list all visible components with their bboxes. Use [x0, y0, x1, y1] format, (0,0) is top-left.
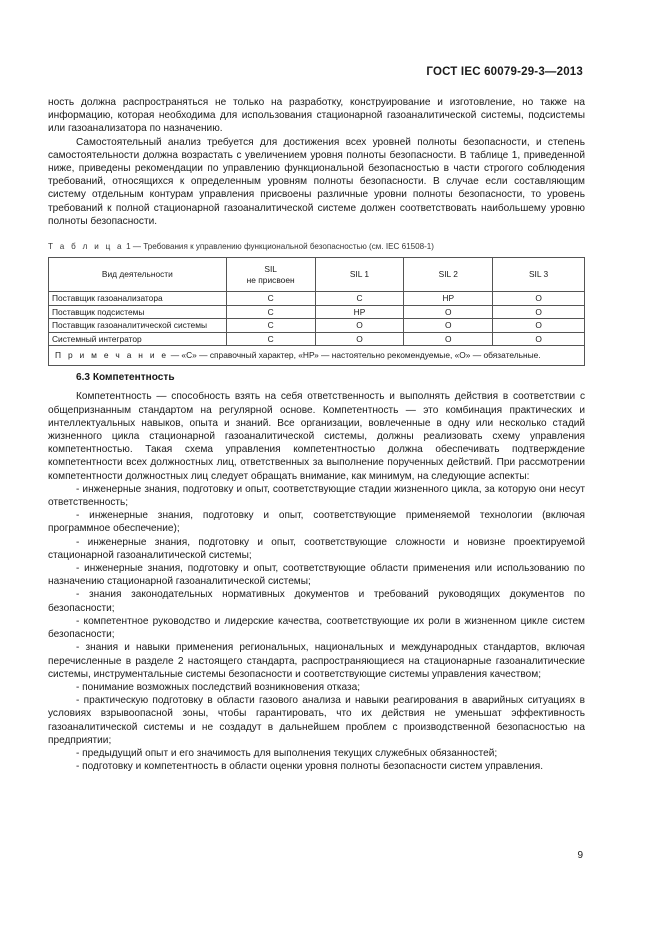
- cell-sil2: НР: [404, 292, 493, 306]
- paragraph: ность должна распространяться не только на разработку, конструирование и изготовление, но также на информацию, которая необходима для использования стационарной газоаналитической системы, подсистемы или газоанализатора по назначению.: [48, 97, 585, 135]
- cell-activity: Поставщик газоанализатора: [49, 292, 227, 306]
- list-item: - инженерные знания, подготовку и опыт, соответствующие области применения или использованию по назначению стационарной газоаналитической системы;: [48, 563, 585, 588]
- table-caption-text: 1 — Требования к управлению функциональной безопасностью (см. IEC 61508-1): [126, 242, 435, 252]
- list-item: - знания и навыки применения региональных, национальных и международных стандартов, включая перечисленные в разделе 2 настоящего стандарта, распространяющиеся на стационарные газоаналитические системы, инструментальные системы безопасности и соответствующие системы управления качеством;: [48, 642, 585, 680]
- table-note: [49, 346, 585, 366]
- header-sil-none-line2: не присвоен: [246, 274, 295, 285]
- section-heading: 6.3 Компетентность: [76, 372, 175, 384]
- header-sil-none: [226, 258, 315, 292]
- cell-sil-none: С: [226, 332, 315, 346]
- cell-sil3: О: [493, 319, 585, 333]
- header-sil-none-line1: SIL: [264, 264, 277, 275]
- list-item: - инженерные знания, подготовку и опыт, соответствующие применяемой технологии (включая программное обеспечение);: [48, 510, 585, 535]
- cell-sil3: О: [493, 305, 585, 319]
- list-item: - компетентное руководство и лидерские качества, соответствующие их роли в жизненном цикле систем безопасности;: [48, 615, 585, 641]
- table-header-row: [49, 258, 585, 292]
- table-note-row: [49, 346, 585, 366]
- list-item: - инженерные знания, подготовку и опыт, соответствующие сложности и новизне проектируемой стационарной газоаналитической системы;: [48, 536, 585, 561]
- table-row: [49, 305, 585, 319]
- table-row: [49, 319, 585, 333]
- header-activity: Вид деятельности: [49, 258, 227, 292]
- cell-sil1: С: [315, 292, 404, 306]
- list-item: - подготовку и компетентность в области оценки уровня полноты безопасности систем управления.: [76, 761, 544, 773]
- cell-activity: Системный интегратор: [49, 332, 227, 346]
- table-note-text: — «С» — справочный характер, «НР» — настоятельно рекомендуемые, «О» — обязательные.: [170, 350, 541, 361]
- section-intro: Компетентность — способность взять на себя ответственность и выполнять действия в соответствии с общепризнанным стандартом на регулярной основе. Компетентность — это комбинация практических и интеллектуальных навыков, опыта и знаний. Все организации, вовлеченные в одну или несколько стадий жизненного цикла стационарной газоаналитической системы, должны реализовать схему управления компетентностью. Такая схема управления компетентностью должна обеспечивать подтверждение компетентности всех должностных лиц, ответственных за выполнение порученных действий. При рассмотрении компетентности должностных лиц следует обращать внимание, как минимум, на следующие аспекты:: [48, 391, 585, 482]
- list-item: - практическую подготовку в области газового анализа и навыки реагирования в аварийных ситуациях в условиях взрывоопасной зоны, чтобы гарантировать, что их действия не уменьшат эффективность газоаналитической системы и не создадут в дальнейшем проблем с производственной безопасностью на предприятии;: [48, 695, 585, 746]
- cell-sil2: О: [404, 305, 493, 319]
- table-row: [49, 292, 585, 306]
- cell-sil2: О: [404, 332, 493, 346]
- table-row: [49, 332, 585, 346]
- cell-sil-none: С: [226, 292, 315, 306]
- list-item: - предыдущий опыт и его значимость для выполнения текущих служебных обязанностей;: [76, 747, 498, 759]
- document-id-header: ГОСТ IEC 60079-29-3—2013: [426, 66, 583, 78]
- cell-sil1: О: [315, 332, 404, 346]
- table-caption-prefix: Т а б л и ц а: [48, 242, 124, 252]
- cell-sil3: О: [493, 292, 585, 306]
- header-sil1: SIL 1: [315, 258, 404, 292]
- table-caption: [48, 240, 585, 253]
- cell-sil2: О: [404, 319, 493, 333]
- paragraph: Самостоятельный анализ требуется для достижения всех уровней полноты безопасности, и степень самостоятельности должна возрастать с увеличением уровня полноты безопасности. В таблице 1, приведенной ниже, приведены рекомендации по управлению функциональной безопасностью в части строгого соблюдения требований, относящихся к определенным уровням полноты безопасности. В случае если составляющим систему отдельным контурам управления присвоены различные уровни полноты безопасности, то уровень требований к полной стационарной газоаналитической системе должен соответствовать наибольшему уровню полноты безопасности.: [48, 136, 585, 227]
- page-content: [48, 96, 585, 773]
- requirements-table: [48, 257, 585, 366]
- table-note-prefix: П р и м е ч а н и е: [55, 350, 169, 361]
- list-item: - понимание возможных последствий возникновения отказа;: [76, 681, 361, 693]
- cell-activity: Поставщик подсистемы: [49, 305, 227, 319]
- cell-activity: Поставщик газоаналитической системы: [49, 319, 227, 333]
- cell-sil1: НР: [315, 305, 404, 319]
- header-sil2: SIL 2: [404, 258, 493, 292]
- cell-sil-none: С: [226, 305, 315, 319]
- page-number: 9: [577, 850, 583, 861]
- cell-sil3: О: [493, 332, 585, 346]
- header-sil3: SIL 3: [493, 258, 585, 292]
- cell-sil-none: С: [226, 319, 315, 333]
- cell-sil1: О: [315, 319, 404, 333]
- list-item: - знания законодательных нормативных документов и требований руководящих документов по безопасности;: [48, 589, 585, 614]
- list-item: - инженерные знания, подготовку и опыт, соответствующие стадии жизненного цикла, за которую они несут ответственность;: [48, 483, 585, 509]
